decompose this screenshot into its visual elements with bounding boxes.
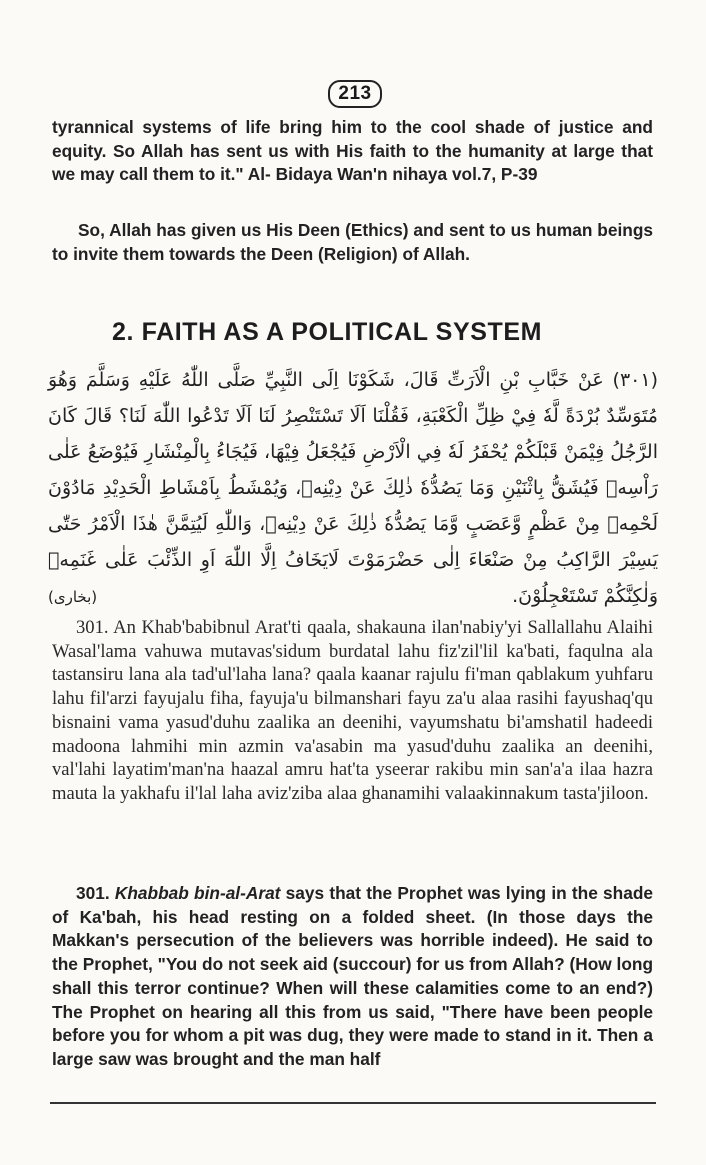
bottom-divider bbox=[50, 1102, 656, 1104]
arabic-hadith-text: (۳۰۱) عَنْ خَبَّابِ بْنِ الْاَرَتِّ قَالَ، شَكَوْنَا اِلَى النَّبِيِّ صَلَّى اللّٰهُ عَلَيْهِ وَسَلَّمَ وَهُوَ مُتَوَسِّدٌ بُرْدَةً لَّهٗ فِيْ ظِلِّ الْكَعْبَةِ، فَقُلْنَا اَلَا تَسْتَنْصِرُ لَنَا اَلَا تَدْعُوا اللّٰهَ لَنَا؟ قَالَ كَانَ الرَّجُلُ فِيْمَنْ قَبْلَكُمْ يُحْفَرُ لَهٗ فِي الْاَرْضِ فَيُجْعَلُ فِيْهَا، فَيُجَاءُ بِالْمِنْشَارِ فَيُوْضَعُ عَلٰى رَاْسِهٖ فَيُشَقُّ بِاثْنَيْنِ وَمَا يَصُدُّهٗ ذٰلِكَ عَنْ دِيْنِهٖ، وَيُمْشَطُ بِاَمْشَاطِ الْحَدِيْدِ مَادُوْنَ لَحْمِهٖ مِنْ عَظْمٍ وَّعَصَبٍ وَّمَا يَصُدُّهٗ ذٰلِكَ عَنْ دِيْنِهٖ، وَاللّٰهِ لَيُتِمَّنَّ هٰذَا الْاَمْرُ حَتّٰى يَسِيْرَ الرَّاكِبُ مِنْ صَنْعَاءَ اِلٰى حَضْرَمَوْتَ لَايَخَافُ اِلَّا اللّٰهَ اَوِ الذِّئْبَ عَلٰى غَنَمِهٖ وَلٰكِنَّكُمْ تَسْتَعْجِلُوْنَ. bbox=[48, 369, 658, 607]
intro-paragraph: tyrannical systems of life bring him to the cool shade of justice and equity. So Allah has sent us with His faith to the humanity at large that we may call them to it." Al- Bidaya Wan'n nihaya vol.7, P-39 bbox=[52, 117, 653, 185]
section-heading: 2. FAITH AS A POLITICAL SYSTEM bbox=[112, 318, 543, 346]
transliteration-paragraph: 301. An Khab'babibnul Arat'ti qaala, shakauna ilan'nabiy'yi Sallallahu Alaihi Wasal'lama vahuwa mutavas'sidum burdatal lahu fiz'zil'lil ka'bati, faqulna ala tastansiru lana ala tad'ul'laha lana? qaala kaanar rajulu fi'man qablakum yuhfaru lahu fil'arzi fayujalu fiha, fayuja'u bilmanshari fayu za'u alaa rasihi fayushaq'qu bisnaini vama yasud'duhu zaalika an deenihi, vayumshatu bi'amshatil hadeedi madoona lahmihi min azmin va'asabin ma yasud'duhu zaalika an deenihi, val'lahi layatim'man'na haazal amru hat'ta yseerar rakibu min san'a'a ilaa hazra mauta la yakhafu il'lal laha aviz'ziba alaa ghanamihi valaakinnakum tasta'jiloon. bbox=[52, 617, 653, 804]
translation-paragraph bbox=[52, 882, 653, 1072]
deen-paragraph: So, Allah has given us His Deen (Ethics) and sent to us human beings to invite them towards the Deen (Religion) of Allah. bbox=[52, 220, 653, 264]
page-number: 213 bbox=[328, 80, 382, 108]
arabic-source-reference: (بخاری) bbox=[48, 588, 98, 606]
translation-text: says that the Prophet was lying in the shade of Ka'bah, his head resting on a folded sheet. (In those days the Makkan's persecution of the believers was horrible indeed). He said to the Prophet, "You do not seek aid (succour) for us from Allah? (How long shall this terror continue? When will these calamities come to an end?) The Prophet on hearing all this from us said, "There have been people before you for whom a pit was dug, they were made to stand in it. Then a large saw was brought and the man half bbox=[52, 883, 653, 1069]
narrator-name: Khabbab bin-al-Arat bbox=[114, 883, 281, 903]
translation-number: 301. bbox=[76, 883, 110, 903]
